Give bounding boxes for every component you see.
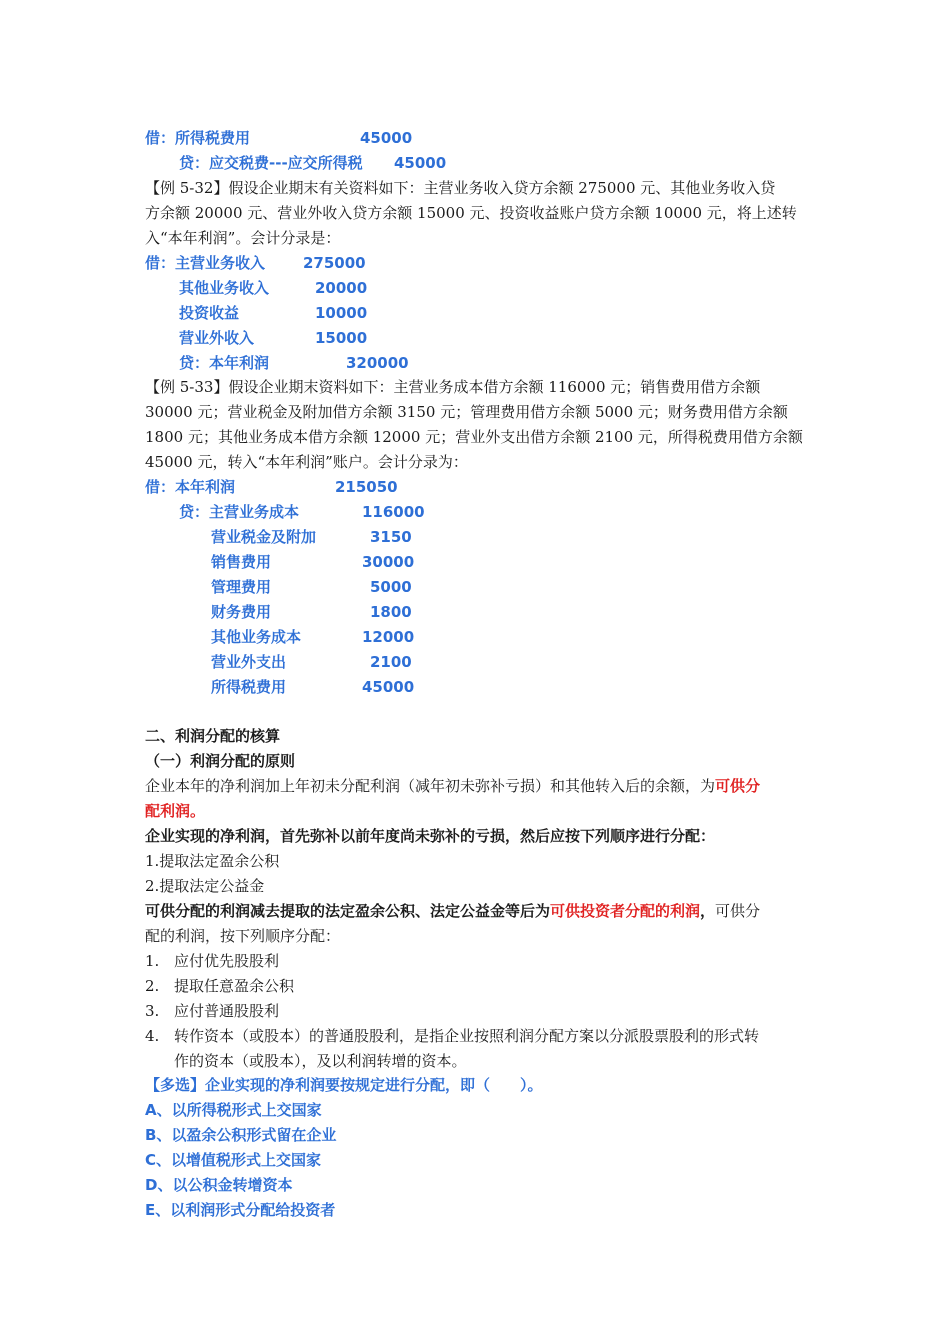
example-32-entry-amount: 15000 [315, 329, 368, 347]
example-33-entry-amount: 5000 [370, 578, 412, 596]
answer-option-c: C、以增值税形式上交国家 [145, 1151, 322, 1169]
numbered-list-item [145, 976, 295, 996]
example-33-entry-amount: 30000 [362, 553, 415, 571]
paragraph-1-line-1 [145, 776, 760, 796]
tax-debit-label: 借：所得税费用 [145, 129, 251, 147]
highlight-term: 可供分 [715, 777, 761, 795]
section-heading: 二、利润分配的核算 [145, 727, 281, 745]
list-text: 应付优先股股利 [174, 952, 280, 970]
answer-option-a: A、以所得税形式上交国家 [145, 1101, 322, 1119]
tax-credit-amount: 45000 [394, 154, 447, 172]
example-32-entry-amount: 10000 [315, 304, 368, 322]
example-32-entry-label: 贷：本年利润 [179, 354, 270, 372]
example-33-entry-label: 营业税金及附加 [211, 528, 317, 546]
tax-debit-amount: 45000 [360, 129, 413, 147]
example-32-text-line: 方余额 20000 元、营业外收入贷方余额 15000 元、投资收益账户贷方余额 10000 元，将上述转 [145, 204, 797, 222]
example-33-entry-label: 财务费用 [211, 603, 272, 621]
numbered-list-item [145, 951, 280, 971]
example-33-entry-amount: 12000 [362, 628, 415, 646]
example-32-entry-amount: 320000 [346, 354, 409, 372]
example-33-entry-amount: 45000 [362, 678, 415, 696]
example-33-entry-label: 贷：主营业务成本 [179, 503, 300, 521]
list-item-continuation: 作的资本（或股本），及以利润转增的资本。 [174, 1052, 467, 1070]
example-32-entry-label: 投资收益 [179, 304, 240, 322]
example-33-entry-amount: 215050 [335, 478, 398, 496]
paragraph-2: 企业实现的净利润，首先弥补以前年度尚未弥补的亏损，然后应按下列顺序进行分配： [145, 827, 716, 845]
paragraph-1-text: 企业本年的净利润加上年初未分配利润（减年初未弥补亏损）和其他转入后的余额，为 [145, 777, 716, 795]
example-33-entry-amount: 2100 [370, 653, 412, 671]
list-number: 2. [145, 977, 160, 995]
example-32-text-line: 【例 5-32】假设企业期末有关资料如下：主营业务收入贷方余额 275000 元、其他业务收入贷 [145, 179, 776, 197]
list-item: 1.提取法定盈余公积 [145, 852, 280, 870]
highlight-term: 配利润。 [145, 802, 206, 820]
example-33-entry-amount: 3150 [370, 528, 412, 546]
answer-option-e: E、以利润形式分配给投资者 [145, 1201, 336, 1219]
answer-option-d: D、以公积金转增资本 [145, 1176, 293, 1194]
list-text: 转作资本（或股本）的普通股股利，是指企业按照利润分配方案以分派股票股利的形式转 [174, 1027, 760, 1045]
example-33-text-line: 【例 5-33】假设企业期末资料如下：主营业务成本借方余额 116000 元；销售费用借方余额 [145, 378, 761, 396]
answer-option-b: B、以盈余公积形式留在企业 [145, 1126, 337, 1144]
example-33-entry-label: 营业外支出 [211, 653, 287, 671]
example-33-entry-amount: 1800 [370, 603, 412, 621]
list-text: 应付普通股股利 [174, 1002, 280, 1020]
question-stem: 【多选】企业实现的净利润要按规定进行分配，即（ ）。 [145, 1076, 543, 1094]
list-number: 1. [145, 952, 160, 970]
example-33-entry-amount: 116000 [362, 503, 425, 521]
example-32-entry-amount: 275000 [303, 254, 366, 272]
example-33-entry-label: 其他业务成本 [211, 628, 302, 646]
example-33-entry-label: 所得税费用 [211, 678, 287, 696]
example-32-entry-label: 其他业务收入 [179, 279, 270, 297]
tax-credit-label: 贷：应交税费---应交所得税 [179, 154, 363, 172]
paragraph-3-bold: 可供分配的利润减去提取的法定盈余公积、法定公益金等后为 [145, 902, 551, 920]
example-32-entry-label: 营业外收入 [179, 329, 255, 347]
paragraph-3-comma: ， [700, 902, 716, 920]
example-33-entry-label: 销售费用 [211, 553, 272, 571]
example-33-text-line: 1800 元；其他业务成本借方余额 12000 元；营业外支出借方余额 2100 元，所得税费用借方余额 [145, 428, 803, 446]
numbered-list-item [145, 1001, 280, 1021]
paragraph-3-line-2: 配的利润，按下列顺序分配： [145, 927, 341, 945]
list-item: 2.提取法定公益金 [145, 877, 265, 895]
example-33-text-line: 30000 元；营业税金及附加借方余额 3150 元；管理费用借方余额 5000 元；财务费用借方余额 [145, 403, 788, 421]
example-33-entry-label: 借：本年利润 [145, 478, 236, 496]
list-text: 提取任意盈余公积 [174, 977, 295, 995]
highlight-term: 可供投资者分配的利润 [550, 902, 701, 920]
example-32-entry-amount: 20000 [315, 279, 368, 297]
list-number: 3. [145, 1002, 160, 1020]
paragraph-3-line-1 [145, 901, 760, 921]
example-33-text-line: 45000 元，转入“本年利润”账户。会计分录为： [145, 453, 468, 471]
numbered-list-item [145, 1026, 760, 1046]
list-number: 4. [145, 1027, 160, 1045]
example-33-entry-label: 管理费用 [211, 578, 272, 596]
example-32-entry-label: 借：主营业务收入 [145, 254, 266, 272]
paragraph-3-tail: 可供分 [715, 902, 761, 920]
section-subheading: （一）利润分配的原则 [145, 752, 296, 770]
example-32-text-line: 入“本年利润”。会计分录是： [145, 229, 341, 247]
